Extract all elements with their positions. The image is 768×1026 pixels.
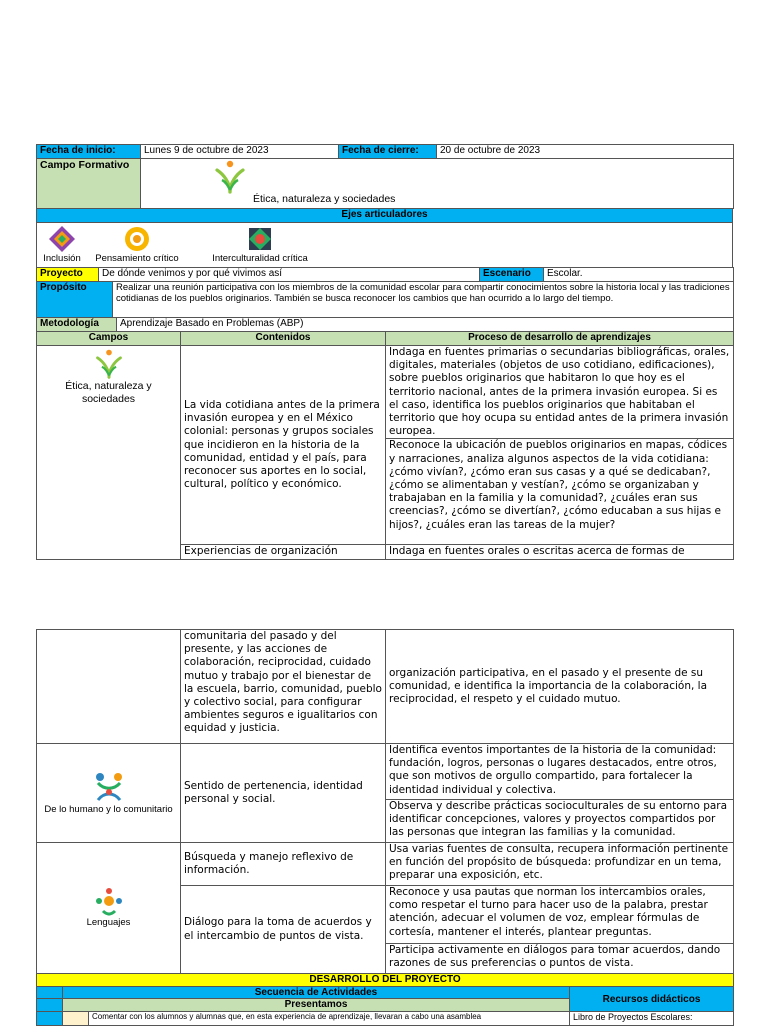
desarrollo-blue-cell-b: [37, 999, 63, 1012]
ejes-table: [36, 208, 733, 268]
campo-formativo-cell: [141, 159, 734, 209]
pda-participa-dialogos: Participa activamente en diálogos para tomar acuerdos, dando razones de sus preferencias o puntos de vista.: [386, 944, 734, 974]
pda-practicas-socioculturales: Observa y describe prácticas socioculturales de su entorno para identificar concepciones, valores y proyectos compartidos por las personas que integran las familias y la comunidad.: [386, 800, 734, 843]
header-campos: Campos: [37, 332, 181, 346]
ejes-icons-cell: [37, 223, 733, 268]
contenido-busqueda-informacion: Búsqueda y manejo reflexivo de información.: [181, 843, 386, 886]
interculturalidad-critica-icon: [246, 225, 274, 253]
ejes-title: Ejes articuladores: [37, 209, 733, 223]
desarrollo-blue-cell-c: [37, 1012, 63, 1026]
contenidos-table-page2: [36, 629, 734, 974]
page1-plan-block: [36, 144, 733, 560]
proposito-value: Realizar una reunión participativa con los miembros de la comunidad escolar para compartir conocimientos sobre la historia local y las tradiciones cotidianas de los pueblos originarios. También se busca reconocer los cambios que han ocurrido a lo largo del tiempo.: [113, 282, 734, 318]
page2-plan-block: [36, 629, 733, 1026]
pda-fuentes-consulta: Usa varias fuentes de consulta, recupera información pertinente en función del propósito de búsqueda: profundizar en un tema, preparar una exposición, etc.: [386, 843, 734, 886]
campo-formativo-label: Campo Formativo: [37, 159, 141, 209]
campo-etica-cell: [37, 346, 181, 560]
proposito-label: Propósito: [37, 282, 113, 318]
proyecto-value: De dónde venimos y por qué vivimos así: [99, 268, 480, 282]
contenido-experiencias-cont: comunitaria del pasado y del presente, y las acciones de colaboración, reciprocidad, cuidado mutuo y trabajo por el bienestar de la escuela, barrio, comunidad, pueblo y colectivo social, para configurar ambientes seguros e igualitarios con equidad y justicia.: [181, 630, 386, 744]
pda-indaga-orales-start: Indaga en fuentes orales o escritas acerca de formas de: [386, 545, 734, 559]
etica-naturaleza-icon: [213, 160, 247, 194]
header-table: [36, 144, 734, 159]
proyecto-table: [36, 267, 734, 282]
contenido-sentido-pertenencia: Sentido de pertenencia, identidad personal y social.: [181, 744, 386, 843]
eje-interculturalidad: [195, 225, 325, 264]
inclusion-icon: [48, 225, 76, 253]
metodologia-label: Metodología: [37, 318, 117, 332]
campo-humano-cell: [37, 744, 181, 843]
campo-lenguajes-cell: [37, 843, 181, 974]
escenario-value: Escolar.: [544, 268, 734, 282]
eje-label-interculturalidad: Interculturalidad crítica: [212, 253, 308, 264]
fecha-inicio-label: Fecha de inicio:: [37, 145, 141, 159]
humano-comunitario-icon: [92, 770, 126, 804]
pda-pautas-intercambios: Reconoce y usa pautas que norman los intercambios orales, como respetar el turno para hacer uso de la palabra, prestar atención, adecuar el volumen de voz, emplear fórmulas de cortesía, mantener el interés, plantear preguntas.: [386, 886, 734, 944]
header-contenidos: Contenidos: [181, 332, 386, 346]
pensamiento-critico-icon: [123, 225, 151, 253]
fase-presentamos: Presentamos: [63, 999, 570, 1012]
eje-pensamiento: [89, 225, 185, 264]
pda-indaga-orales-cont: organización participativa, en el pasado y el presente de su comunidad, e identifica la importancia de la colaboración, la reciprocidad, el respeto y el cuidado mutuo.: [386, 630, 734, 744]
metodologia-table: [36, 317, 734, 332]
contenido-vida-cotidiana: La vida cotidiana antes de la primera invasión europea y en el México colonial: personas y grupos sociales que incidieron en la historia de la comunidad, entidad y el país, para reconocer sus aportes en lo social, cultural, político y económico.: [181, 346, 386, 545]
campo-etica-continued: [37, 630, 181, 744]
desarrollo-blue-cell-a: [37, 987, 63, 999]
campo-formativo-value: Ética, naturaleza y sociedades: [253, 193, 396, 205]
campo-formativo-table: [36, 158, 734, 209]
eje-label-inclusion: Inclusión: [43, 253, 81, 264]
desarrollo-title: DESARROLLO DEL PROYECTO: [37, 974, 734, 987]
fecha-inicio-value: Lunes 9 de octubre de 2023: [141, 145, 339, 159]
proyecto-label: Proyecto: [37, 268, 99, 282]
pda-indaga-fuentes: Indaga en fuentes primarias o secundarias bibliográficas, orales, digitales, materiales (objetos de uso cotidiano, edificaciones), sobre pueblos originarios que habitaron lo que hoy es el territorio nacional, antes de la primera invasión europea. Si es el caso, identifica los pueblos originarios que habitaban el territorio que hoy ocupa su entidad antes de la primera invasión europea.: [386, 346, 734, 439]
secuencia-title: Secuencia de Actividades: [63, 987, 570, 999]
desarrollo-session-cell: [63, 1012, 89, 1026]
campo-etica-label: Ética, naturaleza y sociedades: [65, 380, 152, 405]
pda-eventos-importantes: Identifica eventos importantes de la historia de la comunidad: fundación, logros, personas o lugares destacados, entre otros, que son motivos de orgullo compartido, para fortalecer la identidad individual y colectiva.: [386, 744, 734, 800]
recurso-libro-proyectos: Libro de Proyectos Escolares:: [570, 1012, 734, 1026]
lenguajes-icon: [93, 887, 125, 917]
desarrollo-table: [36, 973, 734, 1026]
campo-humano-label: De lo humano y lo comunitario: [44, 804, 173, 815]
actividad-comentar: Comentar con los alumnos y alumnas que, en esta experiencia de aprendizaje, llevaran a cabo una asamblea: [89, 1012, 570, 1026]
etica-naturaleza-icon: [94, 348, 124, 380]
contenidos-table-page1: [36, 331, 734, 560]
eje-label-pensamiento: Pensamiento crítico: [95, 253, 179, 264]
fecha-cierre-value: 20 de octubre de 2023: [437, 145, 734, 159]
header-proceso: Proceso de desarrollo de aprendizajes: [386, 332, 734, 346]
pda-ubicacion-pueblos: Reconoce la ubicación de pueblos originarios en mapas, códices y narraciones, analiza algunos aspectos de la vida cotidiana: ¿cómo vivían?, ¿cómo eran sus casas y a qué se dedicaban?, ¿cómo se alimentaban y vestían?, ¿cómo se organizaban y trabajaban en la familia y la comunidad?, ¿cuáles eran sus creencias?, ¿cómo se divertían?, ¿cómo educaban a sus hijas e hijos?, ¿cuáles eran las tareas de la mujer?: [386, 439, 734, 545]
eje-inclusion: [39, 225, 85, 264]
metodologia-value: Aprendizaje Basado en Problemas (ABP): [117, 318, 734, 332]
recursos-title: Recursos didácticos: [570, 987, 734, 1012]
fecha-cierre-label: Fecha de cierre:: [339, 145, 437, 159]
contenido-dialogo-acuerdos: Diálogo para la toma de acuerdos y el intercambio de puntos de vista.: [181, 886, 386, 974]
proposito-table: [36, 281, 734, 318]
escenario-label: Escenario: [480, 268, 544, 282]
campo-lenguajes-label: Lenguajes: [86, 917, 131, 928]
contenido-experiencias-start: Experiencias de organización: [181, 545, 386, 559]
